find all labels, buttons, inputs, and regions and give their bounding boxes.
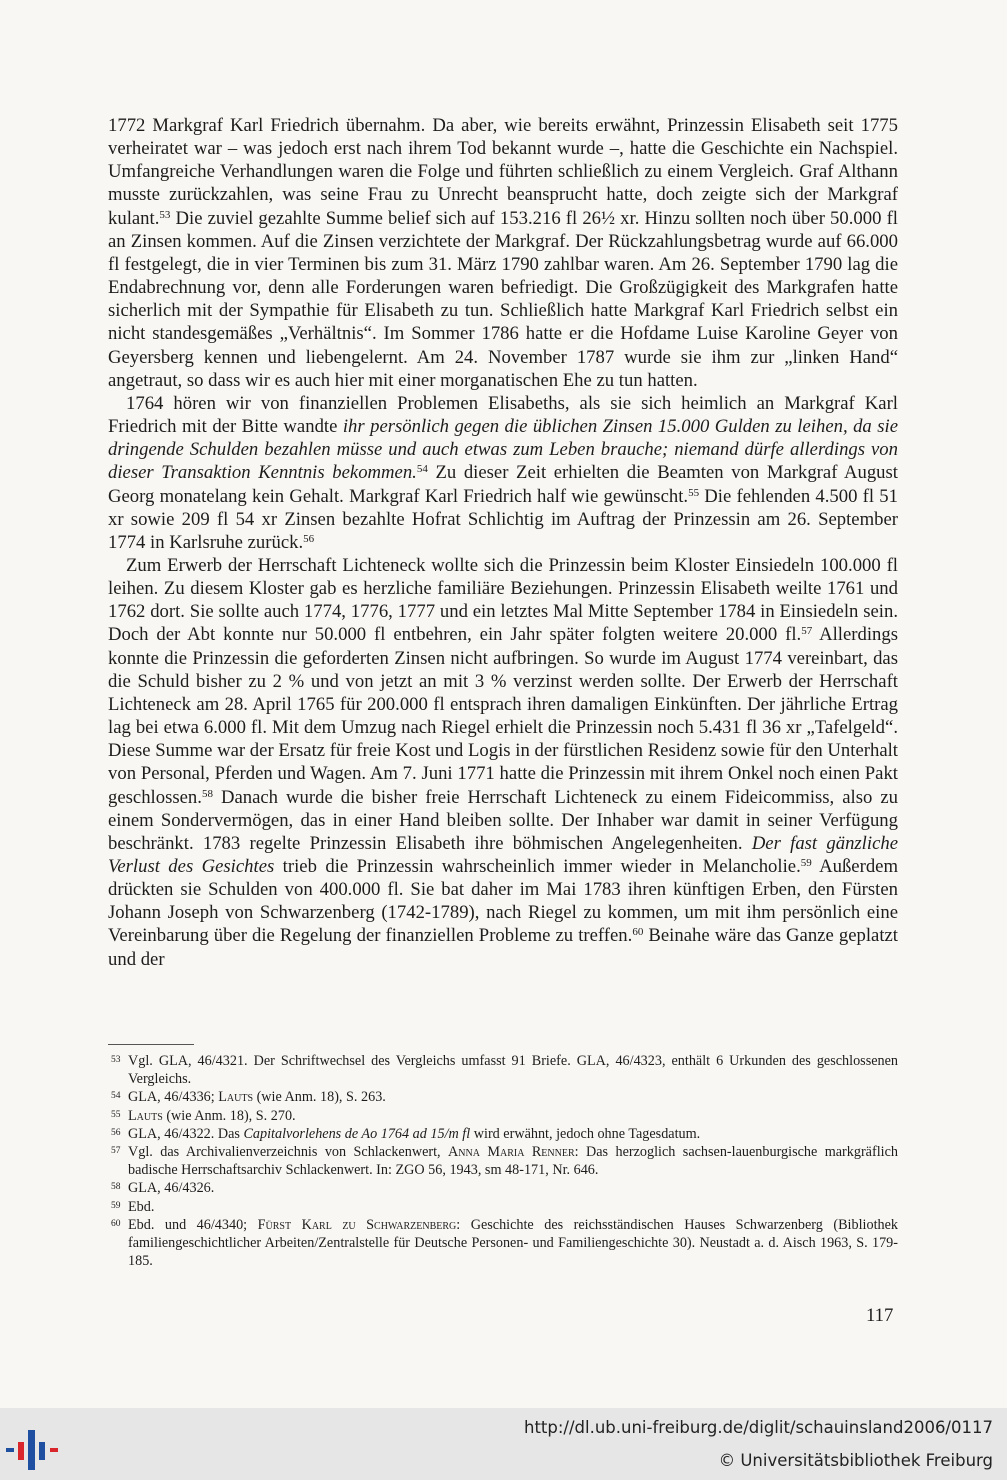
main-text — [108, 114, 898, 971]
viewer-footer — [0, 1408, 1007, 1480]
footnote-53: 53 Vgl. GLA, 46/4321. Der Schriftwechsel des Vergleichs umfasst 91 Briefe. GLA, 46/4323, enthält 6 Urkunden des geschlossenen Vergleichs. — [111, 1053, 898, 1088]
footnote-56: 56 GLA, 46/4322. Das Capitalvorlehens de Ao 1764 ad 15/m fl wird erwähnt, jedoch ohne Tagesdatum. — [111, 1125, 701, 1142]
footnote-ref-59: 59 — [800, 857, 812, 869]
footnote-ref-53: 53 — [159, 208, 171, 221]
ub-freiburg-logo-icon — [4, 1424, 64, 1476]
footnote-54: 54 GLA, 46/4336; Lauts (wie Anm. 18), S. 263. — [111, 1089, 386, 1106]
footnote-ref-58: 58 — [201, 787, 213, 800]
footnote-ref-57: 57 — [801, 625, 813, 638]
copyright-notice: © Universitätsbibliothek Freiburg — [718, 1451, 993, 1470]
footnotes — [108, 1052, 898, 1270]
footnote-59: 59 Ebd. — [111, 1198, 155, 1215]
footnote-ref-60: 60 — [632, 926, 644, 939]
footnote-55: 55 Lauts (wie Anm. 18), S. 270. — [111, 1107, 296, 1124]
paragraph-1: 1772 Markgraf Karl Friedrich übernahm. Da aber, wie bereits erwähnt, Prinzessin Elisabeth seit 1775 verheiratet war – was jedoch erst nach ihrem Tod bekannt wurde –, hatte die Geschichte ein Nachspiel. Umfangreiche Verhandlungen waren die Folge und führten schließlich zu einem Vergleich. Graf Althann musste zurückzahlen, was seine Frau zu Unrecht beansprucht hatte, doch zeigte sich der Markgraf kulant.$^{53}$ Die zuviel gezahlte Summe belief sich auf 153.216 fl 26½ xr. Hinzu sollten noch über 50.000 fl an Zinsen kommen. Auf die Zinsen verzichtete der Markgraf. Der Rückzahlungsbetrag wurde auf 66.000 fl festgelegt, die in vier Terminen bis zum 31. März 1790 zahlbar waren. Am 26. September 1790 lag die Endabrechnung vor, denn alle Forderungen waren befriedigt. Die Großzügigkeit des Markgrafen hatte sicherlich mit der Sympathie für Elisabeth zu tun. Schließlich hatte Markgraf Karl Friedrich selbst ein nicht standesgemäßes „Verhältnis“. Im Sommer 1786 hatte er die Hofdame Luise Karoline Geyer von Geyersberg kennen und liebengelernt. Am 24. November 1787 wurde sie ihm zur „linken Hand“ angetraut, so dass wir es auch hier mit einer morganatischen Ehe zu tun hatten. — [108, 115, 898, 391]
footnote-ref-54: 54 — [416, 463, 428, 476]
footnote-58: 58 GLA, 46/4326. — [111, 1180, 215, 1197]
footnote-60: 60 Ebd. und 46/4340; Fürst Karl zu Schwarzenberg: Geschichte des reichsständischen Hauses Schwarzenberg (Bibliothek familiengeschichtlicher Arbeiten/Zentralstelle für Deutsche Personen- und Familiengeschichte 30). Neustadt a. d. Aisch 1963, S. 179-185. — [111, 1216, 898, 1270]
footnote-ref-55: 55 — [688, 486, 700, 499]
paragraph-3: Zum Erwerb der Herrschaft Lichteneck wollte sich die Prinzessin beim Kloster Einsiedeln 100.000 fl leihen. Zu diesem Kloster gab es herzliche familiäre Beziehungen. Prinzessin Elisabeth weilte 1761 und 1762 dort. Sie sollte auch 1774, 1776, 1777 und ein letztes Mal Mitte September 1784 in Einsiedeln sein. Doch der Abt konnte nur 50.000 fl entbehren, ein Jahr später folgten weitere 20.000 fl.$^{57}$ Allerdings konnte die Prinzessin die geforderten Zinsen nicht aufbringen. So wurde im August 1774 vereinbart, das die Schuld bisher zu 2 % und von jetzt an mit 3 % verzinst werden sollte. Der Erwerb der Herrschaft Lichteneck am 28. April 1765 für 200.000 fl entsprach ihren damaligen Einkünften. Der jährliche Ertrag lag bei etwa 6.000 fl. Mit dem Umzug nach Riegel erhielt die Prinzessin noch 5.431 fl 36 xr „Tafelgeld“. Diese Summe war der Ersatz für freie Kost und Logis in der fürstlichen Residenz sowie für den Unterhalt von Personal, Pferden und Wagen. Am 7. Juni 1771 hatte die Prinzessin mit ihrem Onkel noch einen Pakt geschlossen.$^{58}$ Danach wurde die bisher freie Herrschaft Lichteneck zu einem Fideicommiss, also zu einem Sondervermögen, das in einer Hand bleiben sollte. Der Inhaber war damit in seiner Verfügung beschränkt. 1783 regelte Prinzessin Elisabeth ihre böhmischen Angelegenheiten. Der fast gänzliche Verlust des Gesichtes trieb die Prinzessin wahrscheinlich immer wieder in Melancholie.$^{59}$ Außerdem drückten sie Schulden von 400.000 fl. Sie bat daher im Mai 1783 ihren künftigen Erben, den Fürsten Johann Joseph von Schwarzenberg (1742-1789), nach Riegel zu kommen, um mit ihm persönlich eine Vereinbarung über die Regelung der finanziellen Probleme zu treffen.$^{60}$ Beinahe wäre das Ganze geplatzt und der — [108, 554, 898, 970]
page-number: 117 — [866, 1305, 894, 1326]
quote-italic: Der fast gänzliche Verlust des Gesichtes — [108, 832, 898, 877]
paragraph-2: 1764 hören wir von finanziellen Problemen Elisabeths, als sie sich heimlich an Markgraf Karl Friedrich mit der Bitte wandte ihr persönlich gegen die üblichen Zinsen 15.000 Gulden zu leihen, da sie dringende Schulden bezahlen müsse und auch etwas zum Leben brauche; niemand dürfe allerdings von dieser Transaktion Kenntnis bekommen.$^{54}$ Zu dieser Zeit erhielten die Beamten von Markgraf August Georg monatelang kein Gehalt. Markgraf Karl Friedrich half wie gewünscht.$^{55}$ Die fehlenden 4.500 fl 51 xr sowie 209 fl 54 xr Zinsen bezahlte Hofrat Schlichtig im Auftrag der Prinzessin am 26. September 1774 in Karlsruhe zurück.$^{56}$ — [108, 392, 898, 553]
footnote-57: 57 Vgl. das Archivalienverzeichnis von Schlackenwert, Anna Maria Renner: Das herzoglich sachsen-lauenburgische markgräflich badische Herrschaftsarchiv Schlackenwert. In: ZGO 56, 1943, sm 48-171, Nr. 646. — [111, 1144, 898, 1179]
quote-italic: ihr persönlich gegen die üblichen Zinsen 15.000 Gulden zu leihen, da sie dringende Schulden bezahlen müsse und auch etwas zum Leben brauche; niemand dürfe allerdings von dieser Transaktion Kenntnis bekommen. — [108, 416, 898, 484]
footnote-divider — [108, 1044, 194, 1045]
source-url[interactable]: http://dl.ub.uni-freiburg.de/diglit/schauinsland2006/0117 — [523, 1418, 993, 1437]
footnote-ref-56: 56 — [303, 532, 315, 545]
